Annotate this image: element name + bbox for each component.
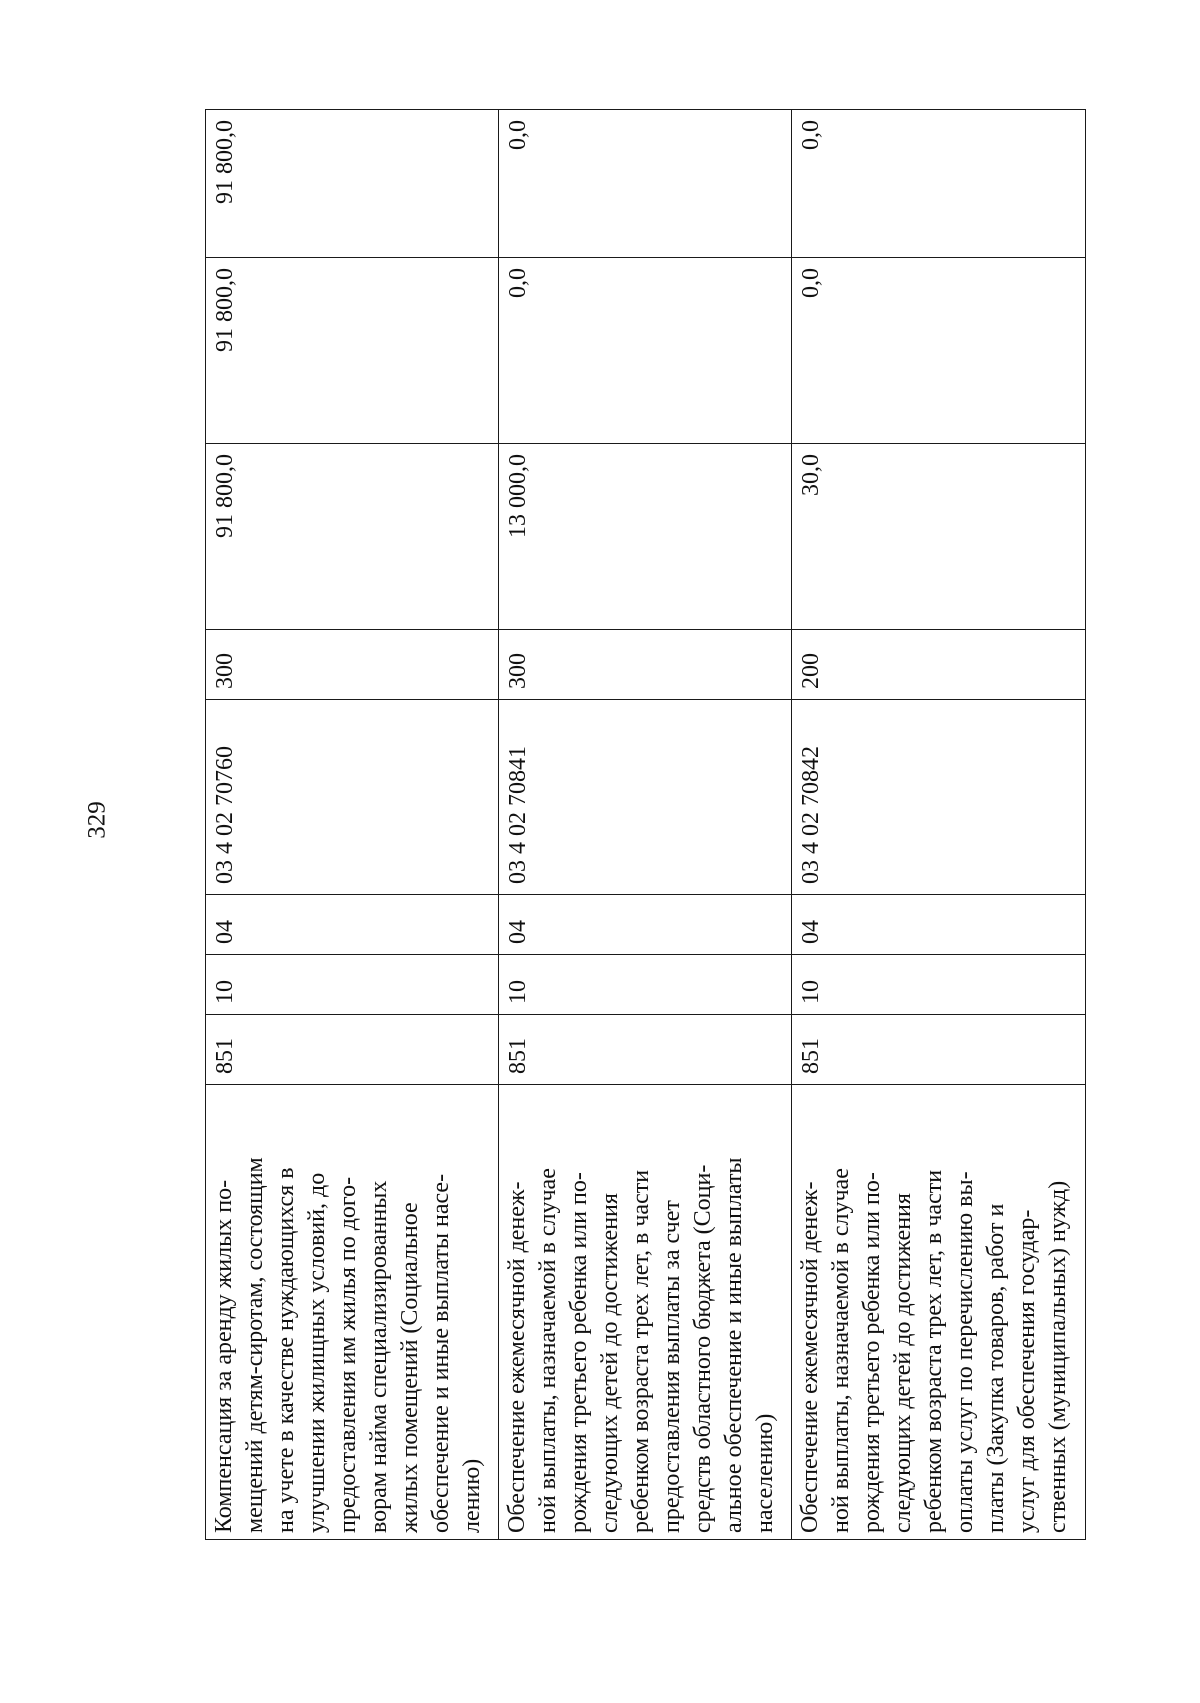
table-row [499, 110, 792, 1540]
expense-name-line: ной выплаты, назначаемой в случае [535, 1168, 561, 1533]
expense-name-line: ственных (муниципальных) нужд) [1045, 1180, 1071, 1533]
page-number: 329 [83, 801, 111, 839]
expense-name-line: ворам найма специализированных [366, 1180, 392, 1533]
expense-name-line: мещений детям-сиротам, состоящим [242, 1157, 268, 1533]
rotated-table-container [205, 110, 1085, 1540]
target-article-cell: 03 4 02 70841 [499, 700, 792, 895]
ministry-code-cell: 851 [206, 1015, 499, 1085]
expense-name-line: рождения третьего ребенка или по- [566, 1172, 592, 1533]
subsection-code-cell: 04 [792, 895, 1086, 955]
table-row [206, 110, 499, 1540]
subsection-code-cell: 04 [499, 895, 792, 955]
sum-2-cell: 0,0 [499, 258, 792, 444]
expense-name-line: альное обеспечение и иные выплаты [721, 1157, 747, 1533]
budget-table-frame [205, 110, 1085, 1540]
sum-3-cell: 0,0 [792, 110, 1086, 258]
subsection-code-cell: 04 [206, 895, 499, 955]
expense-name-line: предоставления им жилья по дого- [335, 1176, 361, 1533]
sum-3-cell: 0,0 [499, 110, 792, 258]
expense-name-cell [206, 1085, 499, 1540]
expense-name-line: платы (Закупка товаров, работ и [983, 1203, 1009, 1533]
expense-name-line: оплаты услуг по перечислению вы- [952, 1171, 978, 1533]
expense-name-cell [792, 1085, 1086, 1540]
expense-name-line: обеспечение и иные выплаты насе- [428, 1173, 454, 1533]
expense-name-cell [499, 1085, 792, 1540]
ministry-code-cell: 851 [499, 1015, 792, 1085]
expense-name-line: улучшении жилищных условий, до [304, 1172, 330, 1533]
expense-name-line: следующих детей до достижения [597, 1193, 623, 1533]
expense-name-line: ной выплаты, назначаемой в случае [828, 1168, 854, 1533]
sum-1-cell: 13 000,0 [499, 444, 792, 630]
sum-2-cell: 0,0 [792, 258, 1086, 444]
target-article-cell: 03 4 02 70842 [792, 700, 1086, 895]
expense-name-line: лению) [459, 1458, 485, 1533]
sum-2-cell: 91 800,0 [206, 258, 499, 444]
expense-name-line: ребенком возраста трех лет, в части [921, 1169, 947, 1533]
expense-name-line: населению) [752, 1413, 778, 1533]
expense-type-cell: 300 [206, 630, 499, 700]
expense-type-cell: 300 [499, 630, 792, 700]
ministry-code-cell: 851 [792, 1015, 1086, 1085]
sum-1-cell: 91 800,0 [206, 444, 499, 630]
expense-name-line: Компенсация за аренду жилых по- [211, 1179, 237, 1533]
expense-name-line: услуг для обеспечения государ- [1014, 1209, 1040, 1533]
sum-1-cell: 30,0 [792, 444, 1086, 630]
expense-name-line: следующих детей до достижения [890, 1193, 916, 1533]
expense-name-line: на учете в качестве нуждающихся в [273, 1167, 299, 1533]
expense-name-line: жилых помещений (Социальное [397, 1202, 423, 1533]
expense-name-line: средств областного бюджета (Соци- [690, 1164, 716, 1533]
expense-name-line: предоставления выплаты за счет [659, 1200, 685, 1533]
expense-type-cell: 200 [792, 630, 1086, 700]
expense-name-line: Обеспечение ежемесячной денеж- [797, 1181, 823, 1533]
section-code-cell: 10 [792, 955, 1086, 1015]
section-code-cell: 10 [499, 955, 792, 1015]
budget-table [205, 109, 1086, 1540]
expense-name-line: Обеспечение ежемесячной денеж- [504, 1181, 530, 1533]
section-code-cell: 10 [206, 955, 499, 1015]
expense-name-line: ребенком возраста трех лет, в части [628, 1169, 654, 1533]
table-row [792, 110, 1086, 1540]
expense-name-line: рождения третьего ребенка или по- [859, 1172, 885, 1533]
target-article-cell: 03 4 02 70760 [206, 700, 499, 895]
sum-3-cell: 91 800,0 [206, 110, 499, 258]
